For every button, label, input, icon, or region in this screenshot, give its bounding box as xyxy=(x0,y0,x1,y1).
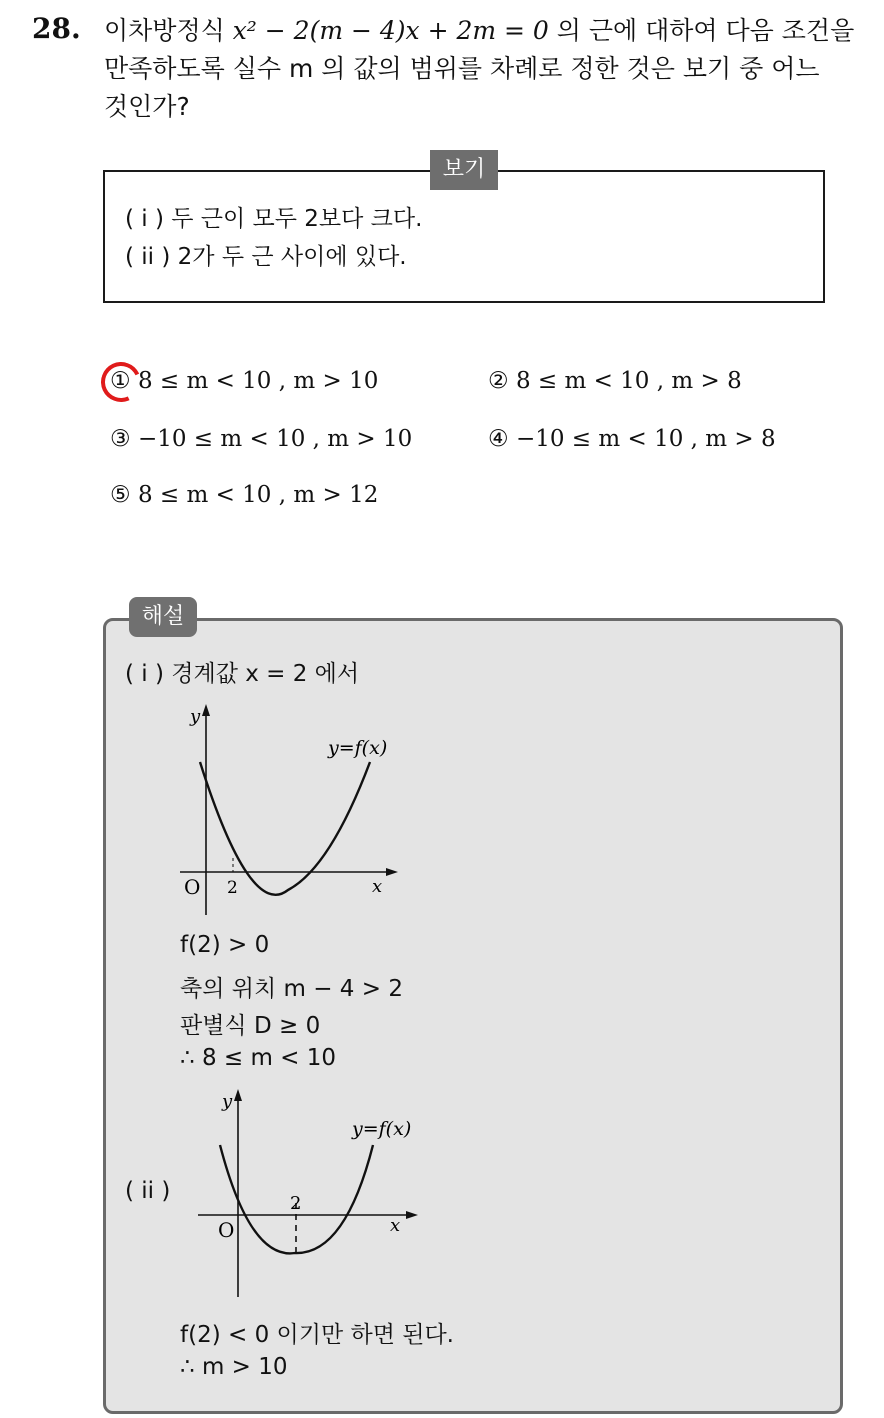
x-label: x xyxy=(372,876,383,897)
solution-tag: 해설 xyxy=(129,597,197,637)
case1-line-4: ∴ 8 ≤ m < 10 xyxy=(180,1045,337,1071)
question-line-2: 만족하도록 실수 m 의 값의 범위를 차례로 정한 것은 보기 중 어느 xyxy=(104,54,820,83)
graph-case1 xyxy=(170,700,410,925)
choice-2[interactable]: ② 8 ≤ m < 10 , m > 8 xyxy=(488,368,742,394)
curve-label: y=f(x) xyxy=(328,737,388,759)
question-line-1: 이차방정식 x² − 2(m − 4)x + 2m = 0 의 근에 대하여 다음 조건을 xyxy=(104,16,855,45)
question-number: 28. xyxy=(32,12,81,45)
parabola-curve xyxy=(200,762,370,895)
bogi-item-1: ( i ) 두 근이 모두 2보다 크다. xyxy=(125,206,423,232)
origin-label: O xyxy=(218,1218,235,1242)
choice-5[interactable]: ⑤ 8 ≤ m < 10 , m > 12 xyxy=(110,482,379,508)
bogi-tag: 보기 xyxy=(430,150,498,190)
x-label: x xyxy=(390,1215,401,1236)
case1-heading: ( i ) 경계값 x = 2 에서 xyxy=(125,661,360,687)
origin-label: O xyxy=(184,875,201,899)
case2-line-2: ∴ m > 10 xyxy=(180,1354,288,1380)
x-axis-arrow-icon xyxy=(406,1211,418,1219)
tick-2-label: 2 xyxy=(290,1193,302,1214)
choice-1[interactable]: ① 8 ≤ m < 10 , m > 10 xyxy=(110,368,379,394)
curve-label: y=f(x) xyxy=(352,1118,412,1140)
y-axis-arrow-icon xyxy=(202,704,210,716)
y-label: y xyxy=(190,706,201,727)
x-axis-arrow-icon xyxy=(386,868,398,876)
question-line-3: 것인가? xyxy=(104,92,190,121)
choice-3[interactable]: ③ −10 ≤ m < 10 , m > 10 xyxy=(110,426,413,452)
tick-2-label: 2 xyxy=(227,878,238,898)
question-text xyxy=(104,12,864,126)
case1-line-1: f(2) > 0 xyxy=(180,932,270,958)
y-axis-arrow-icon xyxy=(234,1089,242,1101)
case1-line-2: 축의 위치 m − 4 > 2 xyxy=(180,976,403,1002)
choice-4[interactable]: ④ −10 ≤ m < 10 , m > 8 xyxy=(488,426,776,452)
case2-line-1: f(2) < 0 이기만 하면 된다. xyxy=(180,1322,454,1348)
case2-heading: ( ii ) xyxy=(125,1178,171,1204)
y-label: y xyxy=(222,1091,233,1112)
bogi-item-2: ( ii ) 2가 두 근 사이에 있다. xyxy=(125,244,407,270)
equation: x² − 2(m − 4)x + 2m = 0 xyxy=(232,16,549,45)
graph-case2 xyxy=(190,1085,430,1305)
case1-line-3: 판별식 D ≥ 0 xyxy=(180,1013,321,1039)
